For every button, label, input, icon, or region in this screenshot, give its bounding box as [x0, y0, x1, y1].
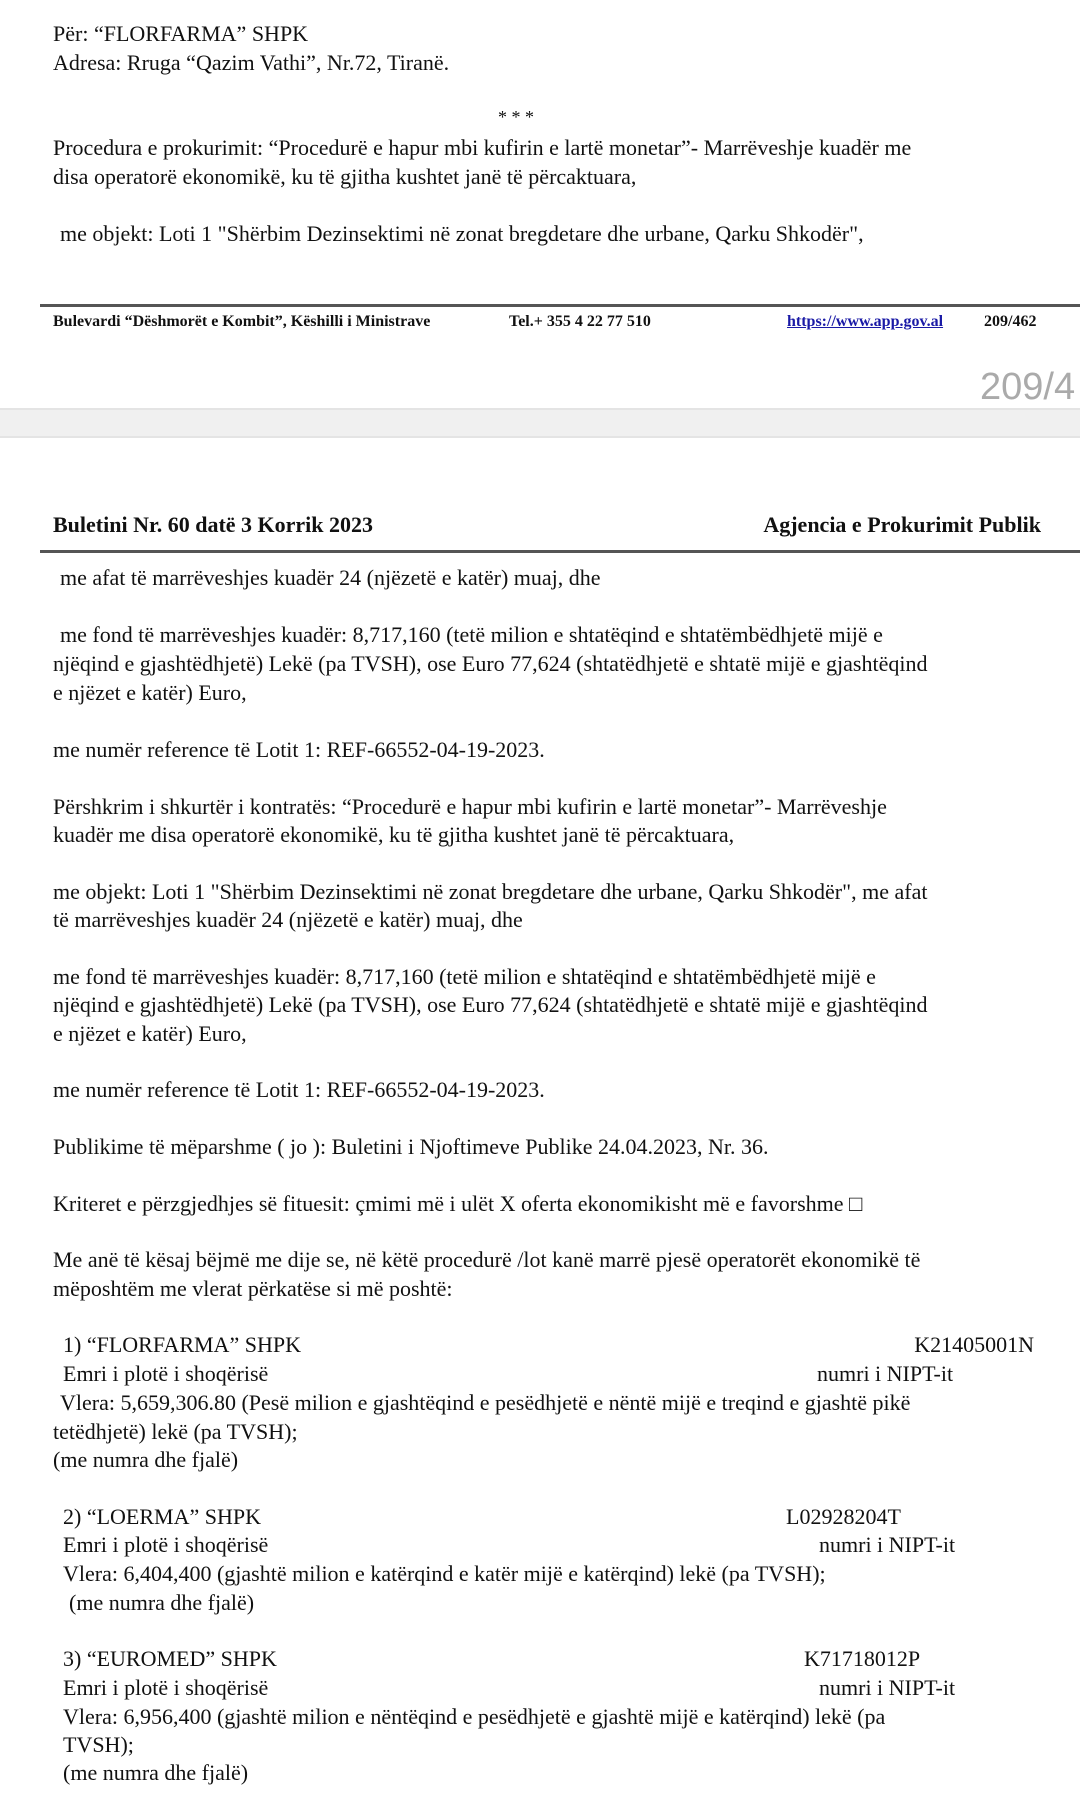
- text-line: me afat të marrëveshjes kuadër 24 (njëzetë e katër) muaj, dhe: [60, 565, 601, 590]
- footer-address: Bulevardi “Dëshmorët e Kombit”, Këshilli i Ministrave: [53, 313, 431, 330]
- text-line: e njëzet e katër) Euro,: [53, 680, 247, 705]
- text-line: njëqind e gjashtëdhjetë) Lekë (pa TVSH), ose Euro 77,624 (shtatëdhjetë e shtatë mijë e gjashtëqind: [53, 651, 928, 676]
- recipient: Për: “FLORFARMA” SHPK: [53, 21, 309, 46]
- text-line: me objekt: Loti 1 "Shërbim Dezinsektimi në zonat bregdetare dhe urbane, Qarku Shkodër", me afat: [53, 879, 928, 904]
- operator-nipt: K71718012P: [804, 1646, 921, 1671]
- page-gap: [0, 408, 1080, 438]
- text-line: e njëzet e katër) Euro,: [53, 1021, 247, 1046]
- operator-value: Vlera: 5,659,306.80 (Pesë milion e gjashtëqind e pesëdhjetë e nëntë mijë e treqind e gjashtë pikë: [60, 1390, 911, 1415]
- agency-name: Agjencia e Prokurimit Publik: [763, 512, 1041, 537]
- nipt-label: numri i NIPT-it: [819, 1532, 956, 1557]
- text-line: Publikime të mëparshme ( jo ): Buletini i Njoftimeve Publike 24.04.2023, Nr. 36.: [53, 1134, 769, 1159]
- name-label: Emri i plotë i shoqërisë: [63, 1361, 269, 1386]
- footer-page-number: 209/462: [984, 313, 1037, 330]
- nipt-label: numri i NIPT-it: [817, 1361, 954, 1386]
- operator-name: 2) “LOERMA” SHPK: [63, 1504, 261, 1529]
- separator-asterisks: * * *: [498, 107, 534, 127]
- text-line: me fond të marrëveshjes kuadër: 8,717,160 (tetë milion e shtatëqind e shtatëmbëdhjetë mijë e: [53, 964, 876, 989]
- bulletin-title: Buletini Nr. 60 datë 3 Korrik 2023: [53, 512, 374, 537]
- operator-note: (me numra dhe fjalë): [53, 1447, 239, 1472]
- name-label: Emri i plotë i shoqërisë: [63, 1532, 269, 1557]
- text-line: me fond të marrëveshjes kuadër: 8,717,160 (tetë milion e shtatëqind e shtatëmbëdhjetë mijë e: [60, 622, 883, 647]
- operator-name: 1) “FLORFARMA” SHPK: [63, 1332, 301, 1357]
- selection-criteria: Kriteret e përzgjedhjes së fituesit: çmimi më i ulët X oferta ekonomikisht më e favorshme □: [53, 1191, 863, 1216]
- operator-nipt: L02928204T: [786, 1504, 901, 1529]
- operator-value: tetëdhjetë) lekë (pa TVSH);: [53, 1419, 298, 1444]
- footer-url-link[interactable]: https://www.app.gov.al: [787, 313, 944, 330]
- text-line: me numër reference të Lotit 1: REF-66552-04-19-2023.: [53, 737, 545, 762]
- operator-value: TVSH);: [63, 1732, 134, 1757]
- viewer-page-indicator: 209/4: [980, 366, 1076, 408]
- operator-nipt: K21405001N: [914, 1332, 1034, 1357]
- text-line: me numër reference të Lotit 1: REF-66552-04-19-2023.: [53, 1077, 545, 1102]
- text-line: njëqind e gjashtëdhjetë) Lekë (pa TVSH), ose Euro 77,624 (shtatëdhjetë e shtatë mijë e gjashtëqind: [53, 992, 928, 1017]
- operator-note: (me numra dhe fjalë): [63, 1760, 249, 1785]
- operator-note: (me numra dhe fjalë): [69, 1590, 255, 1615]
- recipient-address: Adresa: Rruga “Qazim Vathi”, Nr.72, Tiranë.: [53, 50, 450, 75]
- text-line: me objekt: Loti 1 "Shërbim Dezinsektimi në zonat bregdetare dhe urbane, Qarku Shkodër",: [60, 221, 864, 246]
- text-line: mëposhtëm me vlerat përkatëse si më poshtë:: [53, 1276, 453, 1301]
- text-line: të marrëveshjes kuadër 24 (njëzetë e katër) muaj, dhe: [53, 907, 523, 932]
- footer-tel: Tel.+ 355 4 22 77 510: [509, 313, 651, 330]
- text-line: Përshkrim i shkurtër i kontratës: “Procedurë e hapur mbi kufirin e lartë monetar”- Marrëveshje: [53, 794, 887, 819]
- text-line: Me anë të kësaj bëjmë me dije se, në këtë procedurë /lot kanë marrë pjesë operatorët ekonomikë të: [53, 1247, 921, 1272]
- nipt-label: numri i NIPT-it: [819, 1675, 956, 1700]
- footer-rule: [40, 304, 1080, 307]
- operator-name: 3) “EUROMED” SHPK: [63, 1646, 277, 1671]
- header-rule: [40, 550, 1080, 553]
- name-label: Emri i plotë i shoqërisë: [63, 1675, 269, 1700]
- text-line: Procedura e prokurimit: “Procedurë e hapur mbi kufirin e lartë monetar”- Marrëveshje kuadër me: [53, 135, 912, 160]
- text-line: disa operatorë ekonomikë, ku të gjitha kushtet janë të përcaktuara,: [53, 164, 637, 189]
- operator-value: Vlera: 6,404,400 (gjashtë milion e katërqind e katër mijë e katërqind) lekë (pa TVSH);: [63, 1561, 826, 1586]
- text-line: kuadër me disa operatorë ekonomikë, ku të gjitha kushtet janë të përcaktuara,: [53, 822, 735, 847]
- operator-value: Vlera: 6,956,400 (gjashtë milion e nëntëqind e pesëdhjetë e gjashtë mijë e katërqind) lekë (pa: [63, 1704, 886, 1729]
